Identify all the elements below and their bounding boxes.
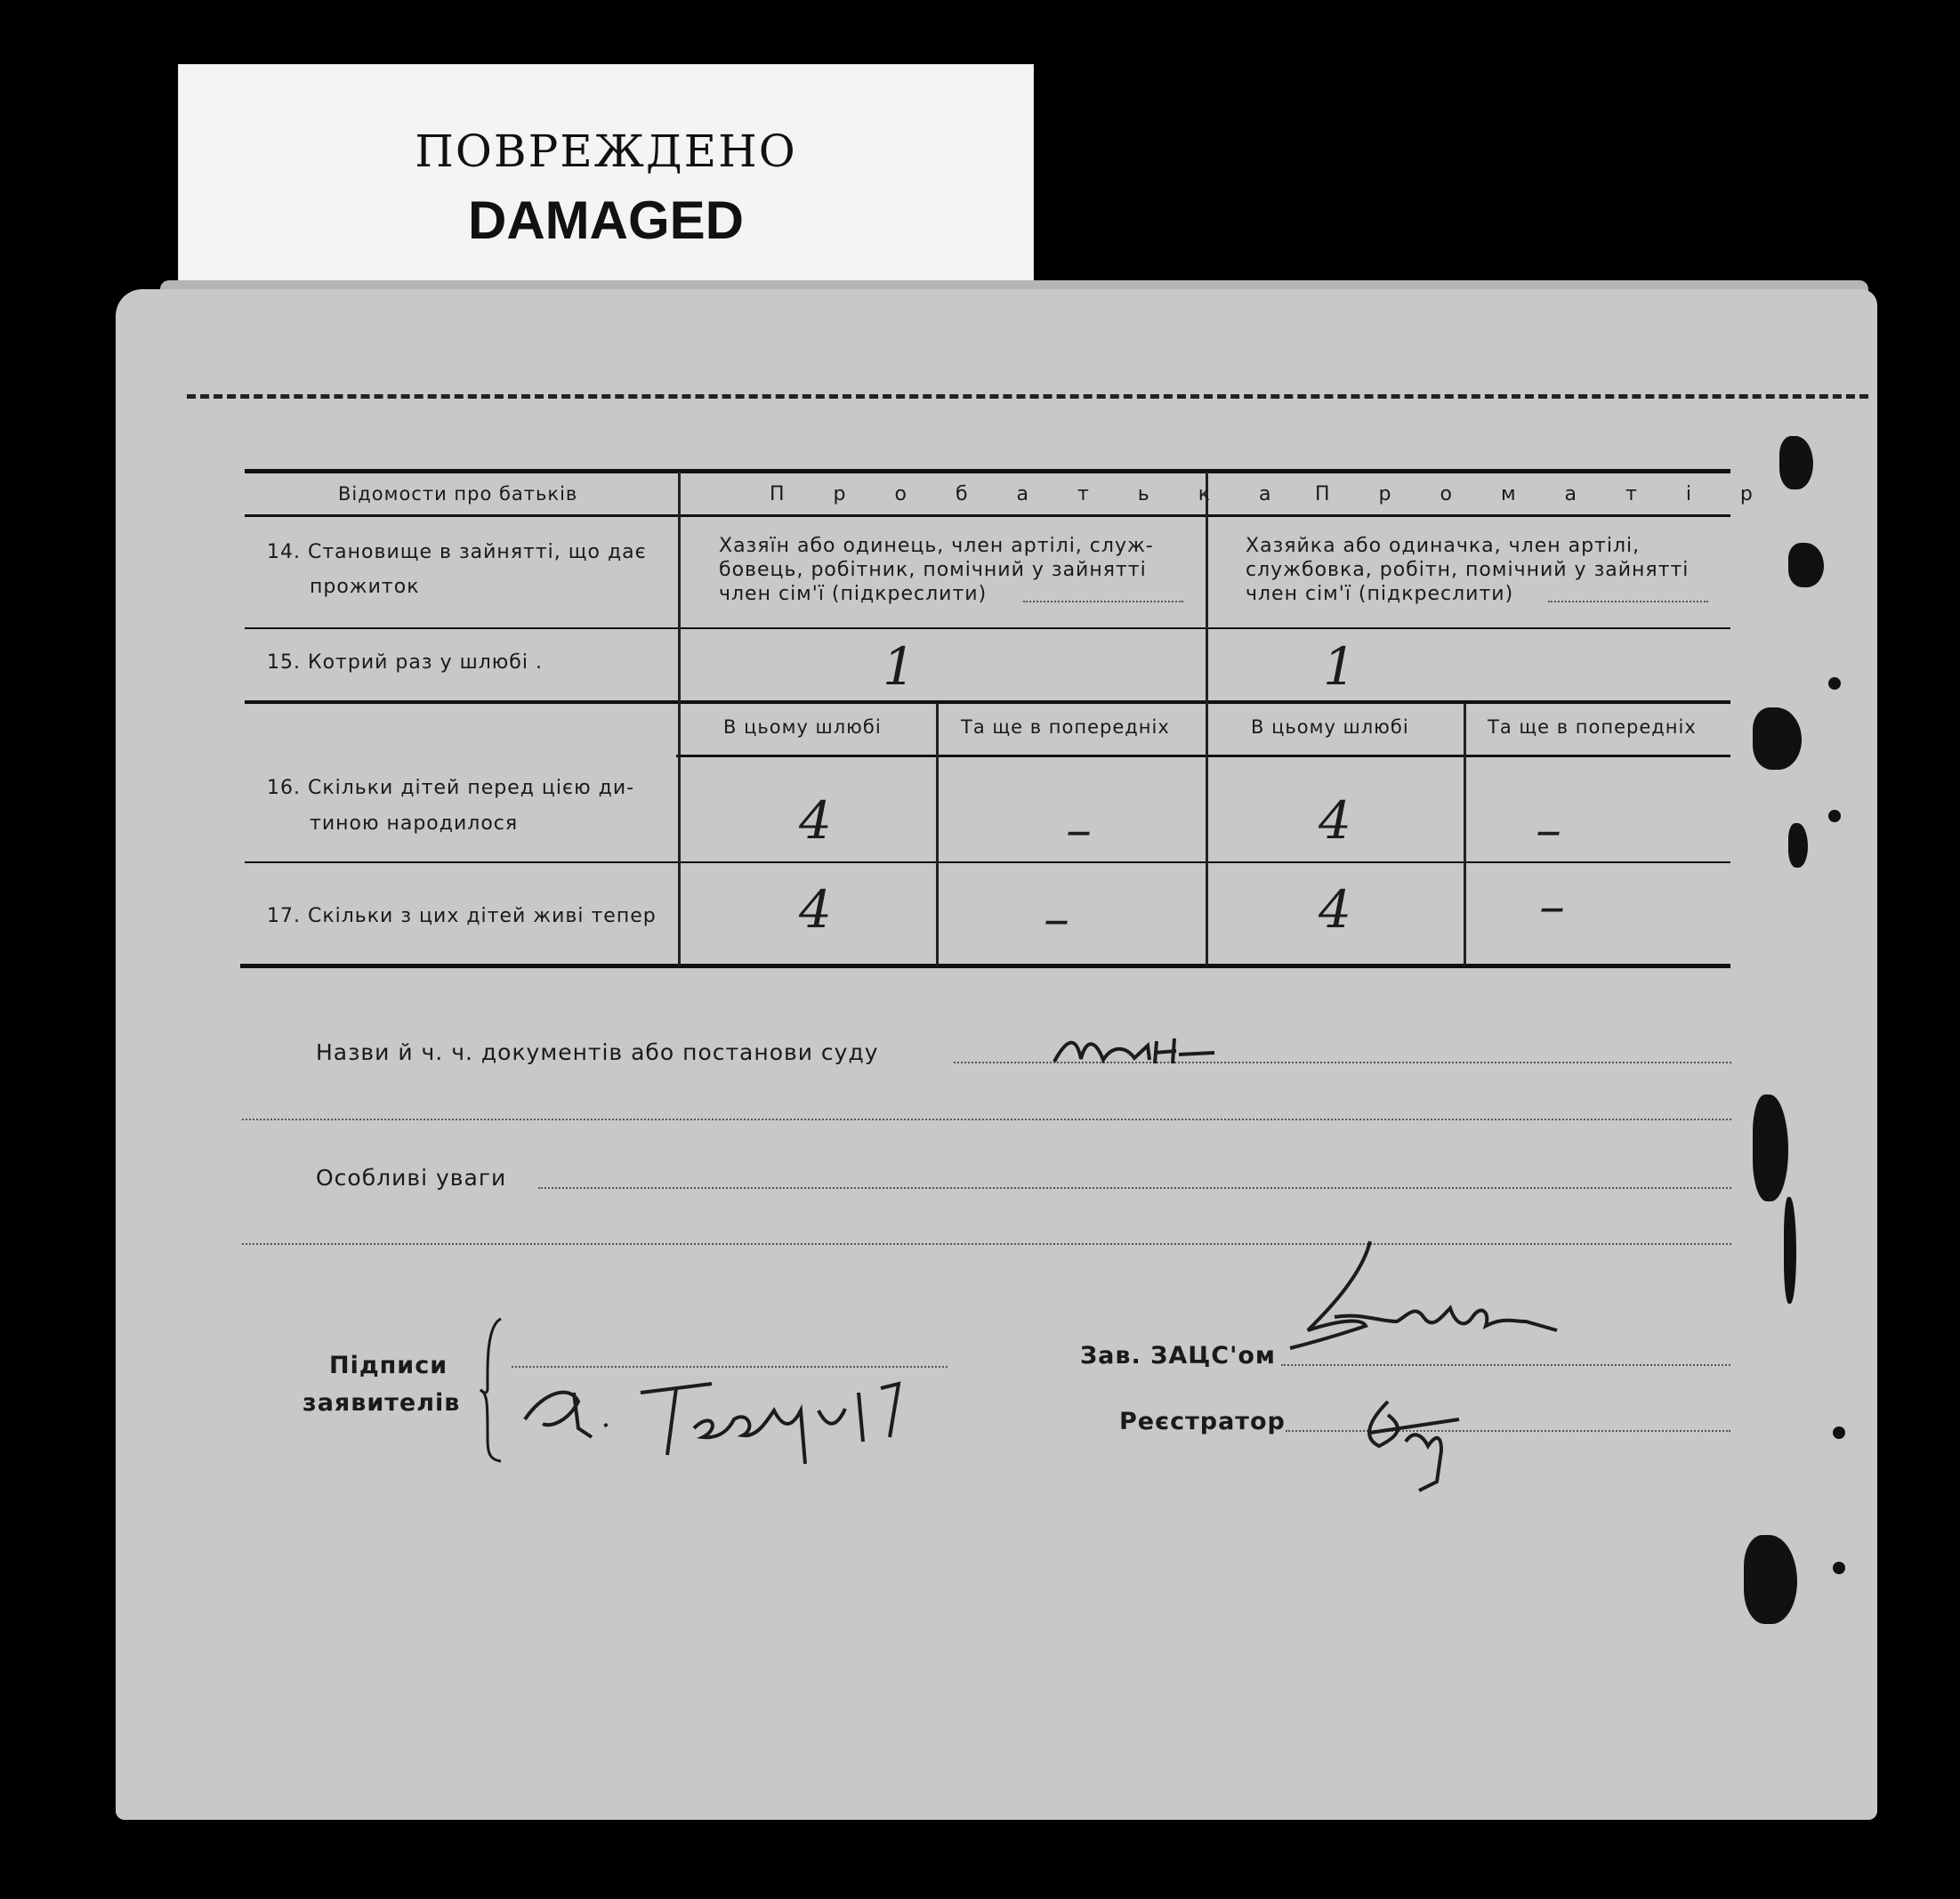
row16-father-prev: – — [1066, 799, 1092, 860]
applicants-label-1: Підписи — [329, 1352, 448, 1379]
stamp-en: DAMAGED — [468, 190, 744, 250]
damaged-label-card — [178, 64, 1034, 284]
row14-mother-1: Хазяйка або одиначка, член артілі, — [1246, 535, 1641, 557]
punch-hole — [1833, 1562, 1845, 1574]
punch-hole — [1828, 677, 1841, 690]
row15-father-value: 1 — [883, 636, 915, 697]
row15-label: 15. Котрий раз у шлюбі . — [267, 651, 543, 674]
row14-father-dotline — [1023, 601, 1183, 602]
header-mother: П р о м а т і р — [1315, 483, 1774, 505]
row14-mother-dotline — [1548, 601, 1708, 602]
stamp-ru: ПОВРЕЖДЕНО — [415, 125, 797, 177]
row17-father-prev: – — [1044, 888, 1069, 949]
tear-mark — [1753, 707, 1802, 770]
row14-rule — [245, 627, 1730, 629]
applicants-signature — [507, 1357, 970, 1473]
row15-rule — [245, 700, 1730, 704]
row14-mother-2: службовка, робітн, помічний у зайнятті — [1246, 559, 1690, 581]
punch-hole — [1833, 1426, 1845, 1439]
row16-mother-prev: – — [1536, 799, 1561, 860]
table-col-divider — [1206, 472, 1208, 966]
applicants-label-2: заявителів — [302, 1389, 461, 1417]
registrar-label: Реєстратор — [1119, 1408, 1286, 1435]
table-col-divider — [678, 472, 681, 966]
row14-mother-3: член сім'ї (підкреслити) — [1246, 583, 1514, 605]
row16-label-2: тиною народилося — [310, 812, 519, 835]
table-col-divider — [936, 704, 939, 966]
header-col0: Відомости про батьків — [338, 483, 578, 505]
subheader-father-prev: Та ще в попередніх — [961, 716, 1170, 738]
documents-handwriting — [1050, 1028, 1228, 1072]
remarks-dotline — [538, 1187, 1731, 1189]
tear-mark — [1744, 1535, 1797, 1624]
documents-label: Назви й ч. ч. документів або постанови суду — [316, 1039, 879, 1065]
tear-mark — [1788, 823, 1808, 868]
head-signature — [1272, 1232, 1566, 1375]
row16-father-this: 4 — [799, 790, 832, 851]
tear-mark — [1779, 436, 1813, 489]
row17-label: 17. Скільки з цих дітей живі тепер — [267, 905, 657, 927]
row17-mother-prev: – — [1539, 876, 1565, 936]
table-top-rule — [245, 469, 1730, 473]
row14-label-1: 14. Становище в зайнятті, що дає — [267, 541, 647, 563]
row14-father-3: член сім'ї (підкреслити) — [719, 583, 988, 605]
row15-mother-value: 1 — [1323, 636, 1356, 697]
row16-label-1: 16. Скільки дітей перед цією ди- — [267, 777, 635, 799]
table-bottom-rule — [240, 964, 1730, 968]
row14-label-2: прожиток — [310, 576, 420, 598]
tear-mark — [1784, 1197, 1796, 1304]
document-page — [116, 289, 1877, 1820]
subheader-mother-this: В цьому шлюбі — [1251, 716, 1409, 738]
tear-mark — [1753, 1095, 1788, 1201]
row17-father-this: 4 — [799, 879, 832, 940]
row14-father-1: Хазяїн або одинець, член артілі, служ- — [719, 535, 1154, 557]
table-header-rule — [245, 514, 1730, 517]
head-label: Зав. ЗАЦС'ом — [1080, 1342, 1276, 1370]
subheader-rule — [676, 755, 1730, 757]
punch-hole — [1828, 810, 1841, 822]
documents-dotline-2 — [242, 1119, 1731, 1120]
registrar-signature — [1352, 1384, 1486, 1499]
header-father: П р о б а т ь к а — [770, 483, 1293, 505]
remarks-label: Особливі уваги — [316, 1165, 507, 1191]
tear-mark — [1788, 543, 1824, 587]
perforation-line — [187, 394, 1868, 399]
subheader-mother-prev: Та ще в попередніх — [1488, 716, 1697, 738]
row16-rule — [245, 861, 1730, 863]
row16-mother-this: 4 — [1319, 790, 1351, 851]
row17-mother-this: 4 — [1319, 879, 1351, 940]
row14-father-2: бовець, робітник, помічний у зайнятті — [719, 559, 1147, 581]
table-col-divider — [1464, 704, 1466, 966]
applicants-bracket — [479, 1317, 505, 1464]
subheader-father-this: В цьому шлюбі — [723, 716, 882, 738]
